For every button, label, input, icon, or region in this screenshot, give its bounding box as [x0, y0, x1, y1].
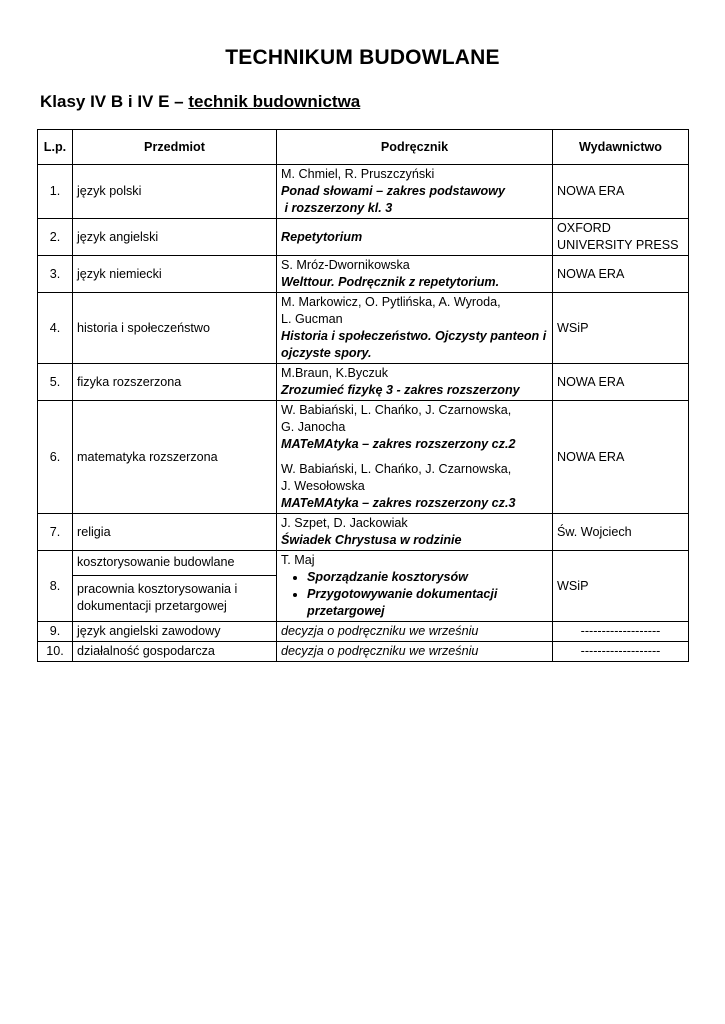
row-subject: język polski	[73, 165, 277, 219]
row-publisher: WSiP	[553, 551, 689, 622]
textbook-title: MATeMAtyka – zakres rozszerzony cz.2	[281, 437, 516, 451]
table-row	[38, 364, 689, 401]
textbook-authors: W. Babiański, L. Chańko, J. Czarnowska,	[281, 403, 512, 417]
list-item: • Sporządzanie kosztorysów	[307, 569, 548, 586]
row-subject: język angielski zawodowy	[73, 622, 277, 642]
textbook-title: Repetytorium	[281, 229, 363, 244]
textbook-table	[37, 129, 689, 662]
header-lp: L.p.	[38, 130, 73, 165]
subtitle-underlined: technik budownictwa	[188, 92, 361, 111]
row-subject: działalność gospodarcza	[73, 642, 277, 662]
row-textbook	[277, 364, 553, 401]
list-item: • Przygotowywanie dokumentacji przetargowej	[307, 586, 548, 620]
row-publisher: WSiP	[553, 293, 689, 364]
row-textbook	[277, 293, 553, 364]
textbook-authors: T. Maj	[281, 553, 315, 567]
row-textbook-note: decyzja o podręczniku we wrześniu	[277, 642, 553, 662]
row-textbook	[277, 256, 553, 293]
textbook-authors: M.Braun, K.Byczuk	[281, 366, 389, 380]
page-title: TECHNIKUM BUDOWLANE	[225, 46, 500, 69]
textbook-authors-cont: L. Gucman	[281, 312, 343, 326]
table-row	[38, 401, 689, 514]
row-subject: matematyka rozszerzona	[73, 401, 277, 514]
spacer	[281, 453, 548, 461]
row-subject: język niemiecki	[73, 256, 277, 293]
textbook-authors-2-cont: J. Wesołowska	[281, 479, 365, 493]
header-subject: Przedmiot	[73, 130, 277, 165]
textbook-bullet-list	[281, 569, 548, 620]
row-publisher: -------------------	[553, 642, 689, 662]
textbook-authors: M. Markowicz, O. Pytlińska, A. Wyroda,	[281, 295, 501, 309]
row-lp: 3.	[38, 256, 73, 293]
row-textbook-note: decyzja o podręczniku we wrześniu	[277, 622, 553, 642]
table-row	[38, 622, 689, 642]
textbook-title: Ponad słowami – zakres podstawowy	[281, 184, 505, 198]
header-textbook: Podręcznik	[277, 130, 553, 165]
row-subject-2: pracownia kosztorysowania i dokumentacji przetargowej	[73, 575, 277, 621]
textbook-authors-2: W. Babiański, L. Chańko, J. Czarnowska,	[281, 462, 512, 476]
row-lp: 1.	[38, 165, 73, 219]
row-subject: fizyka rozszerzona	[73, 364, 277, 401]
row-lp: 9.	[38, 622, 73, 642]
table-row	[38, 642, 689, 662]
row-subject: język angielski	[73, 219, 277, 256]
row-publisher: NOWA ERA	[553, 364, 689, 401]
row-publisher: OXFORD UNIVERSITY PRESS	[553, 219, 689, 256]
row-publisher: NOWA ERA	[553, 165, 689, 219]
row-textbook	[277, 219, 553, 256]
textbook-title: Zrozumieć fizykę 3 - zakres rozszerzony	[281, 383, 520, 397]
textbook-title-cont: i rozszerzony kl. 3	[281, 201, 393, 215]
row-lp: 10.	[38, 642, 73, 662]
textbook-authors: S. Mróz-Dwornikowska	[281, 258, 410, 272]
subtitle-prefix: Klasy IV B i IV E –	[40, 92, 189, 111]
table-row	[38, 219, 689, 256]
textbook-title: Welttour. Podręcznik z repetytorium.	[281, 275, 500, 289]
row-subject: religia	[73, 514, 277, 551]
textbook-authors: M. Chmiel, R. Pruszczyński	[281, 167, 435, 181]
textbook-authors-cont: G. Janocha	[281, 420, 346, 434]
page-subtitle	[40, 92, 360, 112]
row-publisher: NOWA ERA	[553, 401, 689, 514]
row-textbook	[277, 514, 553, 551]
textbook-title: Świadek Chrystusa w rodzinie	[281, 533, 462, 547]
row-textbook	[277, 401, 553, 514]
row-textbook	[277, 165, 553, 219]
row-textbook	[277, 551, 553, 622]
row-lp: 5.	[38, 364, 73, 401]
row-publisher: -------------------	[553, 622, 689, 642]
table-row	[38, 551, 689, 576]
table-row	[38, 514, 689, 551]
row-lp: 6.	[38, 401, 73, 514]
row-publisher: NOWA ERA	[553, 256, 689, 293]
textbook-title-2: MATeMAtyka – zakres rozszerzony cz.3	[281, 496, 516, 510]
textbook-authors: J. Szpet, D. Jackowiak	[281, 516, 408, 530]
row-lp: 7.	[38, 514, 73, 551]
row-publisher: Św. Wojciech	[553, 514, 689, 551]
textbook-title: Historia i społeczeństwo. Ojczysty panteon i ojczyste spory.	[281, 329, 547, 360]
row-subject: kosztorysowanie budowlane	[73, 551, 277, 576]
row-lp: 2.	[38, 219, 73, 256]
table-row	[38, 256, 689, 293]
header-publisher: Wydawnictwo	[553, 130, 689, 165]
row-lp: 8.	[38, 551, 73, 622]
table-header-row	[38, 130, 689, 165]
table-row	[38, 293, 689, 364]
row-lp: 4.	[38, 293, 73, 364]
table-row	[38, 165, 689, 219]
row-subject: historia i społeczeństwo	[73, 293, 277, 364]
